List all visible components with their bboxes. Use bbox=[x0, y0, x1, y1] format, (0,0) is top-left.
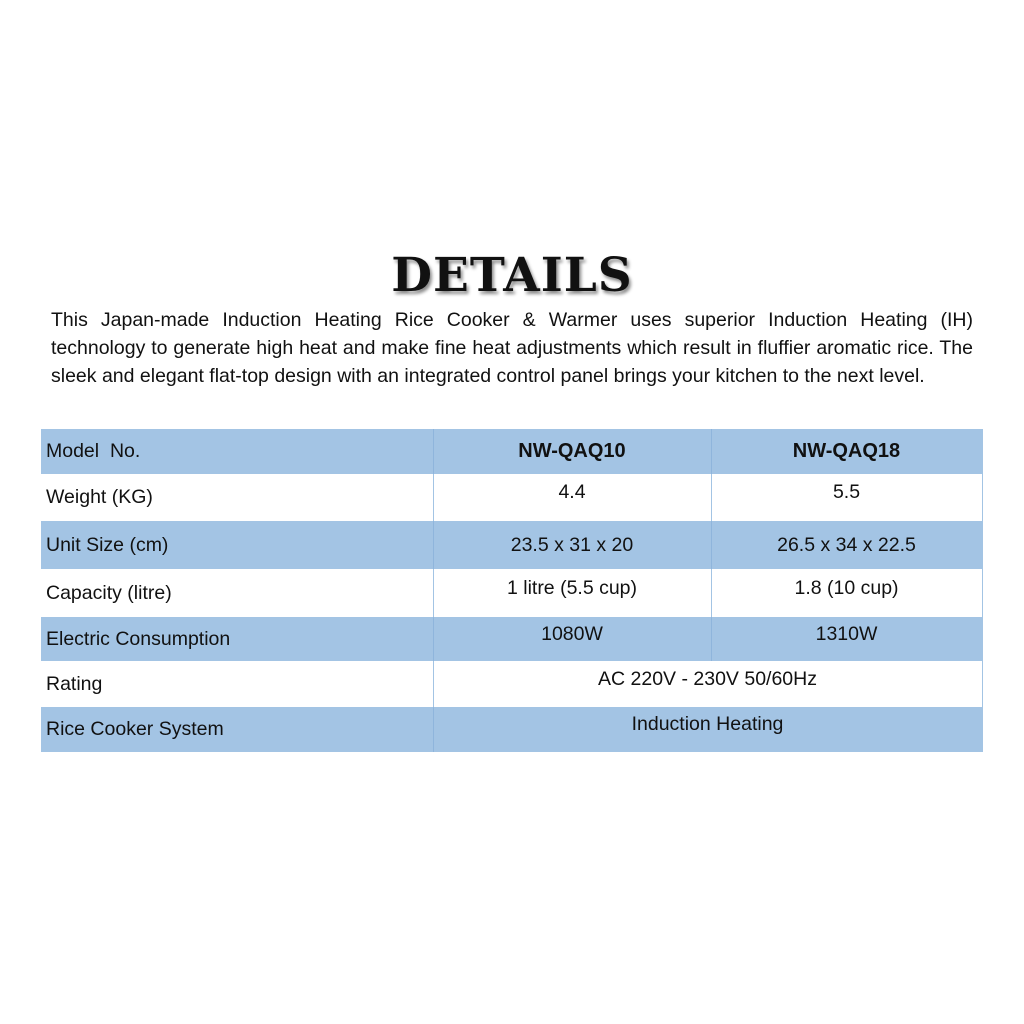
model-name-1: NW-QAQ10 bbox=[433, 429, 711, 474]
row-label-capacity: Capacity (litre) bbox=[41, 569, 433, 617]
table-row bbox=[41, 569, 982, 617]
table-row bbox=[41, 617, 982, 661]
unit-size-value-1: 23.5 x 31 x 20 bbox=[433, 521, 711, 569]
weight-value-1: 4.4 bbox=[433, 474, 711, 521]
rating-value: AC 220V - 230V 50/60Hz bbox=[433, 661, 982, 707]
consumption-value-2: 1310W bbox=[711, 617, 982, 661]
product-description: This Japan-made Induction Heating Rice Cooker & Warmer uses superior Induction Heating (IH) technology to generate high heat and make fine heat adjustments which result in fluffier aromatic rice. The sleek and elegant flat-top design with an integrated control panel brings your kitchen to the next level. bbox=[51, 309, 973, 387]
table-row bbox=[41, 474, 982, 521]
unit-size-value-2: 26.5 x 34 x 22.5 bbox=[711, 521, 982, 569]
row-label-rice-cooker-system: Rice Cooker System bbox=[41, 707, 433, 752]
row-label-weight: Weight (KG) bbox=[41, 474, 433, 521]
weight-value-2: 5.5 bbox=[711, 474, 982, 521]
header-label: Model No. bbox=[41, 429, 433, 474]
spec-table bbox=[41, 429, 983, 752]
table-row bbox=[41, 707, 982, 752]
rice-cooker-system-value: Induction Heating bbox=[433, 707, 982, 752]
table-header-row bbox=[41, 429, 982, 474]
table-row bbox=[41, 661, 982, 707]
capacity-value-2: 1.8 (10 cup) bbox=[711, 569, 982, 617]
model-name-2: NW-QAQ18 bbox=[711, 429, 982, 474]
page-title: DETAILS bbox=[391, 248, 633, 303]
consumption-value-1: 1080W bbox=[433, 617, 711, 661]
row-label-electric-consumption: Electric Consumption bbox=[41, 617, 433, 661]
row-label-rating: Rating bbox=[41, 661, 433, 707]
capacity-value-1: 1 litre (5.5 cup) bbox=[433, 569, 711, 617]
table-row bbox=[41, 521, 982, 569]
row-label-unit-size: Unit Size (cm) bbox=[41, 521, 433, 569]
